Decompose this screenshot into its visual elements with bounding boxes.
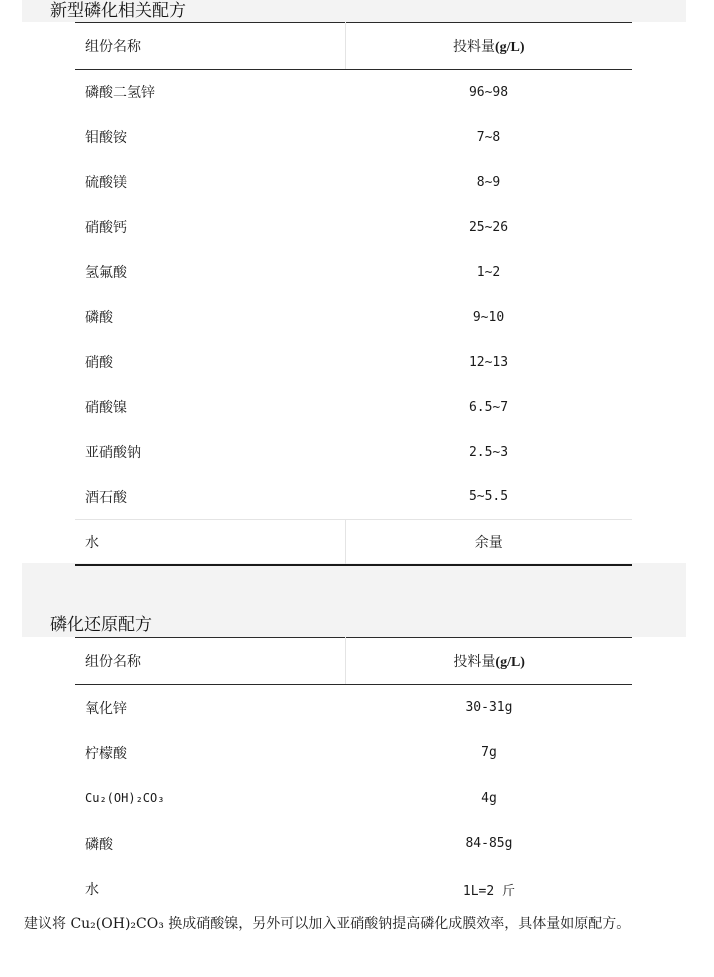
component-name: 氢氟酸 [85,265,127,281]
component-amount: 余量 [345,520,632,565]
header-dosage [345,23,632,70]
table-row [75,340,632,385]
header-dosage-unit: (g/L) [495,655,525,670]
component-amount: 6.5~7 [468,399,509,415]
component-name: 硝酸 [85,355,113,371]
header-component-name: 组份名称 [75,638,346,685]
table-row [75,205,632,250]
table-row [75,867,632,913]
component-amount: 4g [481,790,497,806]
table-row [75,730,632,776]
header-dosage-unit: (g/L) [494,40,525,55]
component-amount: 1L=2 斤 [462,883,516,899]
component-amount: 12~13 [468,354,509,370]
table-row [75,115,632,160]
table-row [75,520,632,565]
component-name: 钼酸铵 [85,130,127,146]
table-row [75,475,632,520]
header-dosage-label: 投料量 [453,654,496,670]
component-amount: 84-85g [465,836,513,852]
table-row [75,385,632,430]
component-name: 硫酸镁 [85,175,127,191]
component-name: 柠檬酸 [85,745,127,762]
table-row [75,160,632,205]
component-name: 亚硝酸钠 [85,445,141,461]
component-name: Cu₂(OH)₂CO₃ [85,791,165,806]
component-amount: 96~98 [468,84,509,100]
section-2-formula-table [75,637,632,912]
table-row [75,250,632,295]
table-row [75,70,632,115]
section-1-title: 新型磷化相关配方 [50,1,186,21]
component-name: 酒石酸 [85,489,127,506]
component-name: 水 [85,882,99,899]
component-name: 磷酸 [85,310,113,326]
table-row [75,776,632,822]
table-row [75,430,632,475]
recommendation-note: 建议将 Cu₂(OH)₂CO₃ 换成硝酸镍，另外可以加入亚硝酸钠提高磷化成膜效率，具体量如原配方。 [24,916,631,932]
section-1-formula-table [75,22,632,566]
component-name: 硝酸钙 [85,220,127,236]
component-amount: 8~9 [476,174,501,190]
table-row [75,295,632,340]
component-amount: 7g [481,745,497,761]
table-row [75,685,632,731]
component-amount: 9~10 [472,309,505,325]
header-component-name: 组份名称 [75,23,345,70]
header-dosage-label: 投料量 [452,39,495,55]
component-amount: 25~26 [468,219,509,235]
component-name: 磷酸 [85,836,113,853]
component-name: 硝酸镍 [85,400,127,416]
component-name: 磷酸二氢锌 [85,85,155,102]
section-2-title: 磷化还原配方 [50,615,152,635]
table-header-row [75,638,632,685]
component-amount: 2.5~3 [468,444,509,460]
component-amount: 1~2 [476,264,501,280]
component-amount: 7~8 [476,129,501,145]
table-header-row [75,23,632,70]
component-name: 水 [75,520,345,565]
header-dosage [346,638,632,685]
component-amount: 30-31g [465,700,513,715]
table-row [75,821,632,867]
component-name: 氧化锌 [85,700,127,717]
component-amount: 5~5.5 [468,489,509,505]
